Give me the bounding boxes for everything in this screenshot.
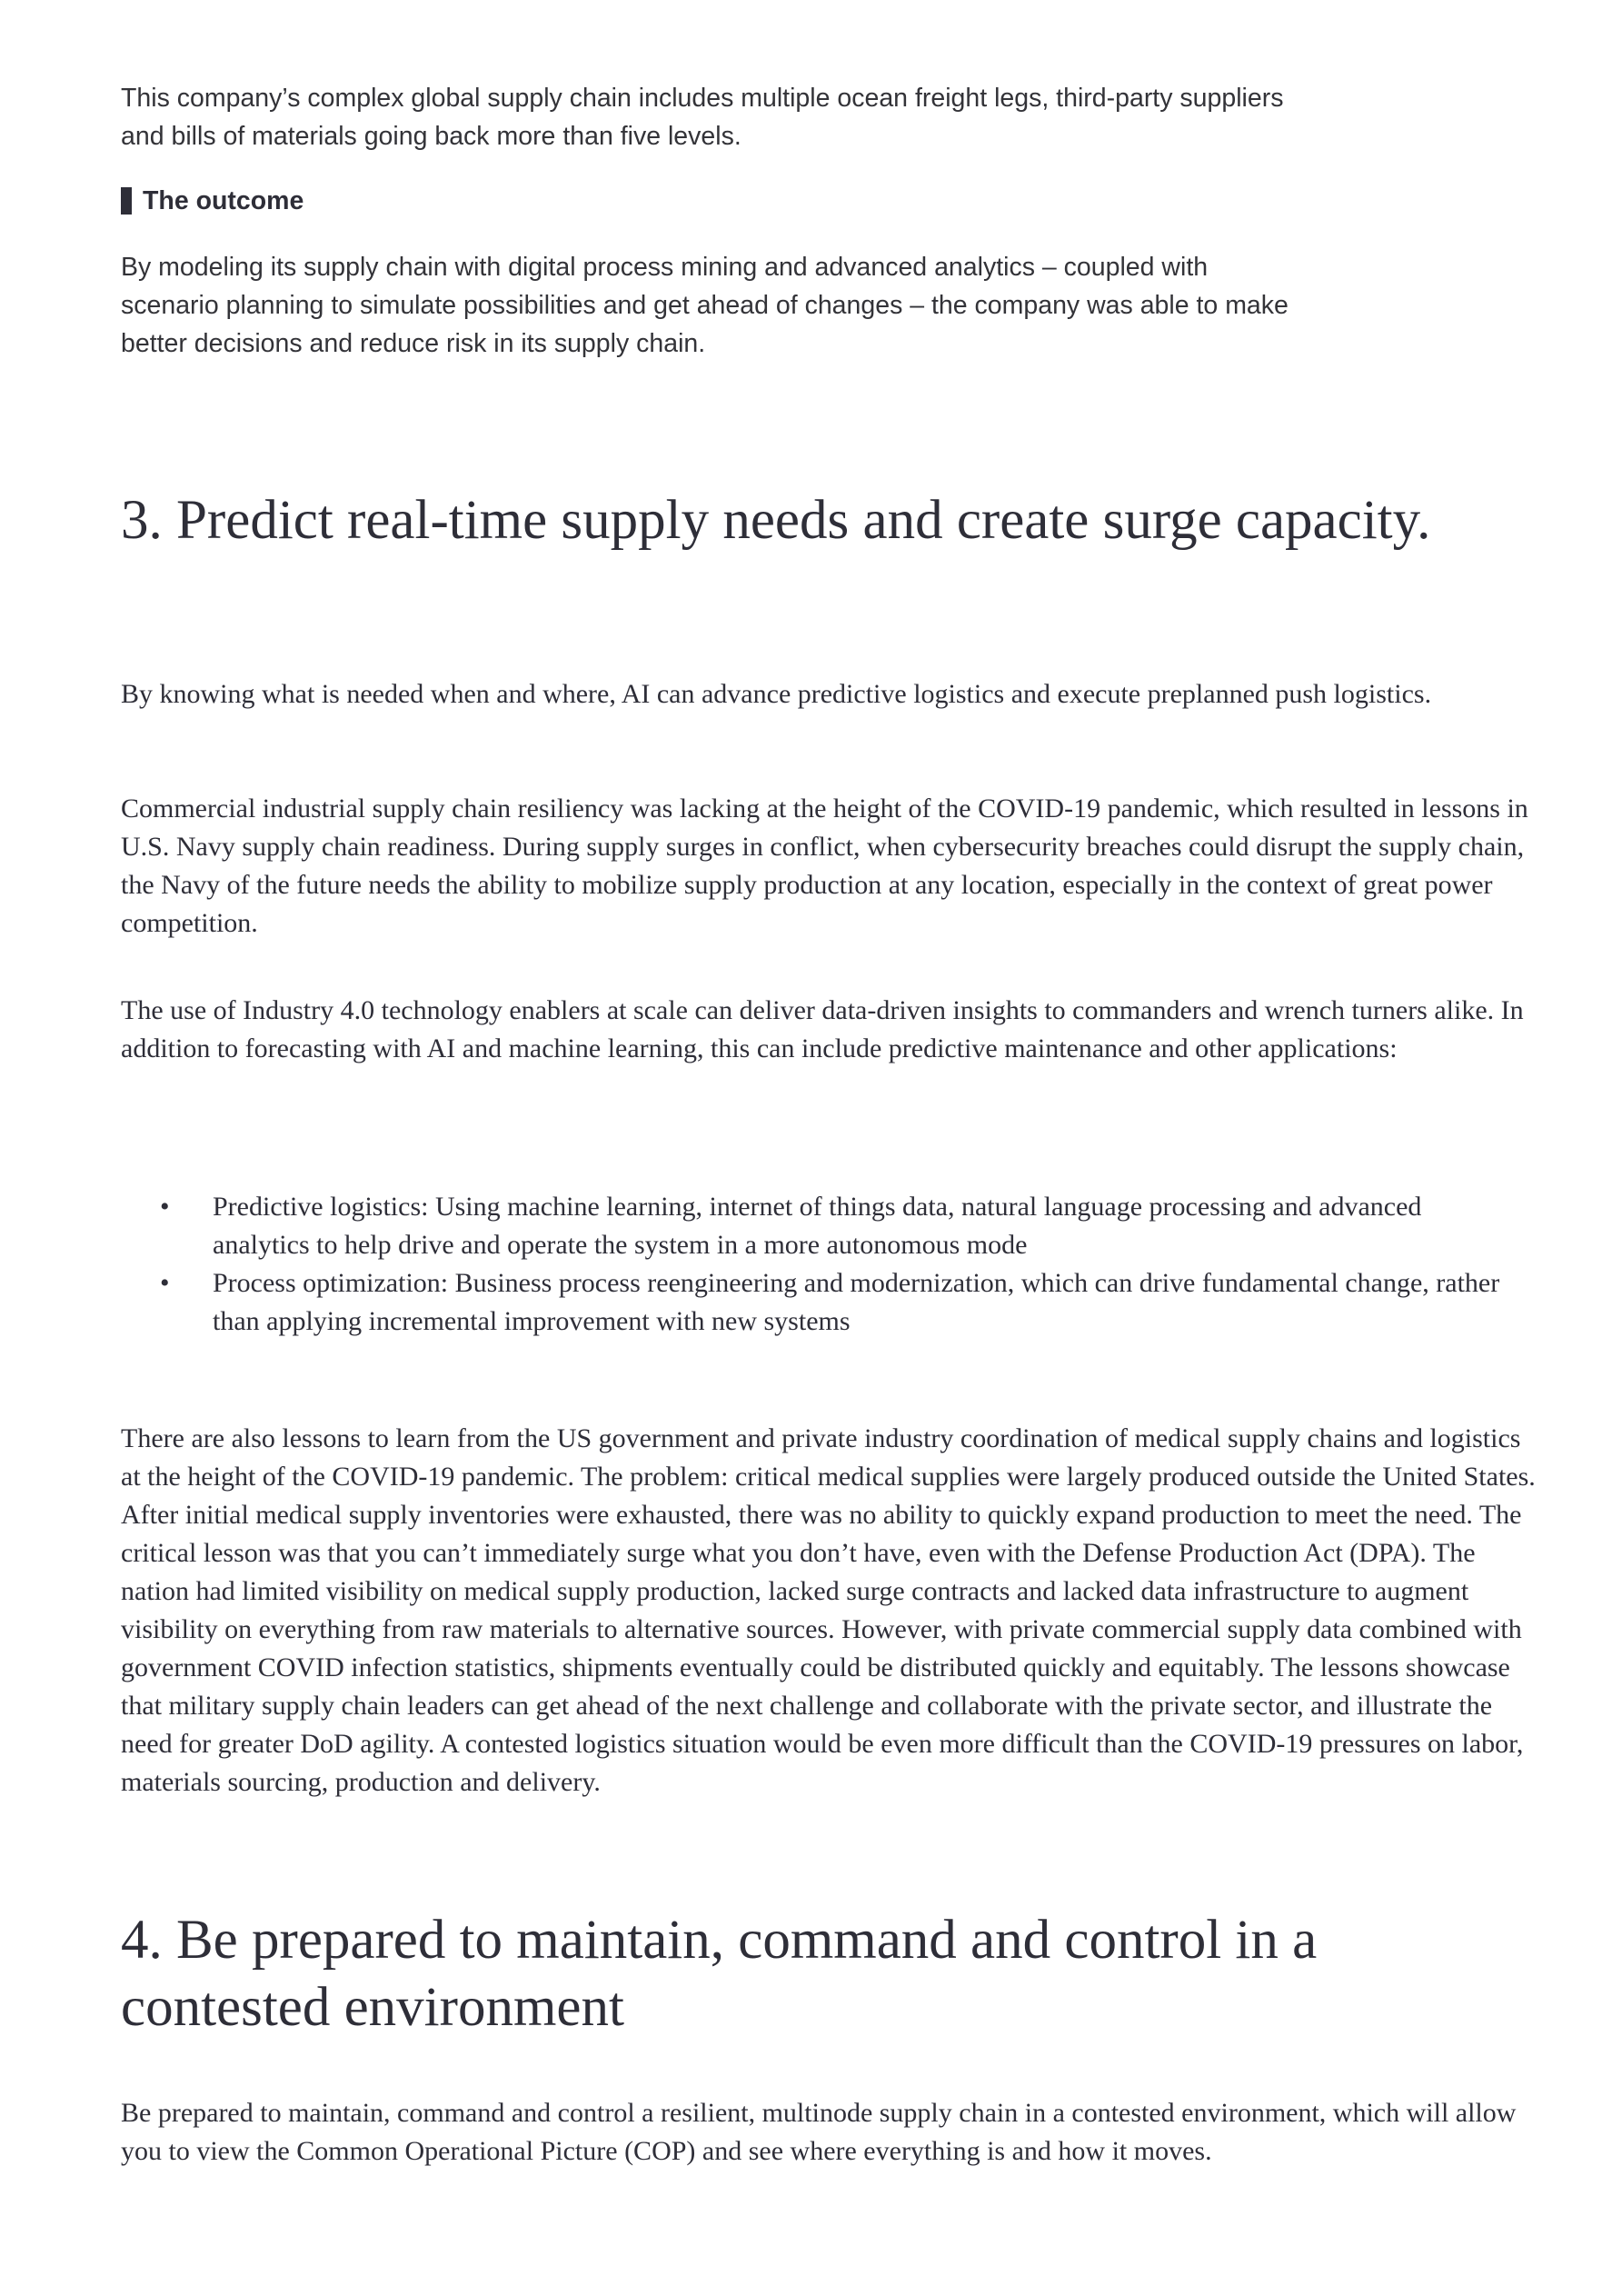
outcome-paragraph: By modeling its supply chain with digital process mining and advanced analytics – coupled with scenario planning to simulate possibilities and get ahead of changes – the company was able to make better decisions and reduce risk in its supply chain. <box>121 253 1289 358</box>
bullet-dot: • <box>160 1268 170 1298</box>
subheading-bar-marker <box>121 187 132 215</box>
intro-paragraph: This company’s complex global supply chain includes multiple ocean freight legs, third-party suppliers and bills of materials going back more than five levels. <box>121 84 1284 151</box>
bullet-text: Process optimization: Business process reengineering and modernization, which can drive fundamental change, rather than applying incremental improvement with new systems <box>213 1268 1500 1336</box>
bullet-text: Predictive logistics: Using machine learning, internet of things data, natural language processing and advanced analytics to help drive and operate the system in a more autonomous mode <box>213 1192 1422 1260</box>
section-3-paragraph-2: Commercial industrial supply chain resiliency was lacking at the height of the COVID-19 pandemic, which resulted in lessons in U.S. Navy supply chain readiness. During supply surges in conflict, when cybersecurity breaches could disrupt the supply chain, the Navy of the future needs the ability to mobilize supply production at any location, especially in the context of great power competition. <box>121 794 1528 938</box>
section-4-heading: 4. Be prepared to maintain, command and control in a contested environment <box>121 1910 1318 2038</box>
section-3-paragraph-4: There are also lessons to learn from the US government and private industry coordination of medical supply chains and logistics at the height of the COVID-19 pandemic. The problem: critical medical supplies were largely produced outside the United States. After initial medical supply inventories were exhausted, there was no ability to quickly expand production to meet the need. The critical lesson was that you can’t immediately surge what you don’t have, even with the Defense Production Act (DPA). The nation had limited visibility on medical supply production, lacked surge contracts and lacked data infrastructure to augment visibility on everything from raw materials to alternative sources. However, with private commercial supply data combined with government COVID infection statistics, shipments eventually could be distributed quickly and equitably. The lessons showcase that military supply chain leaders can get ahead of the next challenge and collaborate with the private sector, and illustrate the need for greater DoD agility. A contested logistics situation would be even more difficult than the COVID-19 pressures on labor, materials sourcing, production and delivery. <box>121 1423 1536 1797</box>
section-3-paragraph-3: The use of Industry 4.0 technology enablers at scale can deliver data-driven insights to commanders and wrench turners alike. In addition to forecasting with AI and machine learning, this can include predictive maintenance and other applications: <box>121 995 1524 1063</box>
list-item <box>160 1188 1523 1264</box>
outcome-subheading <box>121 185 304 217</box>
section-3-paragraph-1: By knowing what is needed when and where, AI can advance predictive logistics and execute preplanned push logistics. <box>121 679 1432 709</box>
section-3-heading: 3. Predict real-time supply needs and create surge capacity. <box>121 490 1431 551</box>
outcome-heading-label: The outcome <box>143 185 304 215</box>
list-item <box>160 1264 1523 1341</box>
bullet-dot: • <box>160 1192 170 1222</box>
section-4-paragraph-1: Be prepared to maintain, command and control a resilient, multinode supply chain in a contested environment, which will allow you to view the Common Operational Picture (COP) and see where everything is and how it moves. <box>121 2098 1517 2166</box>
section-3-bullet-list <box>160 1188 1523 1341</box>
